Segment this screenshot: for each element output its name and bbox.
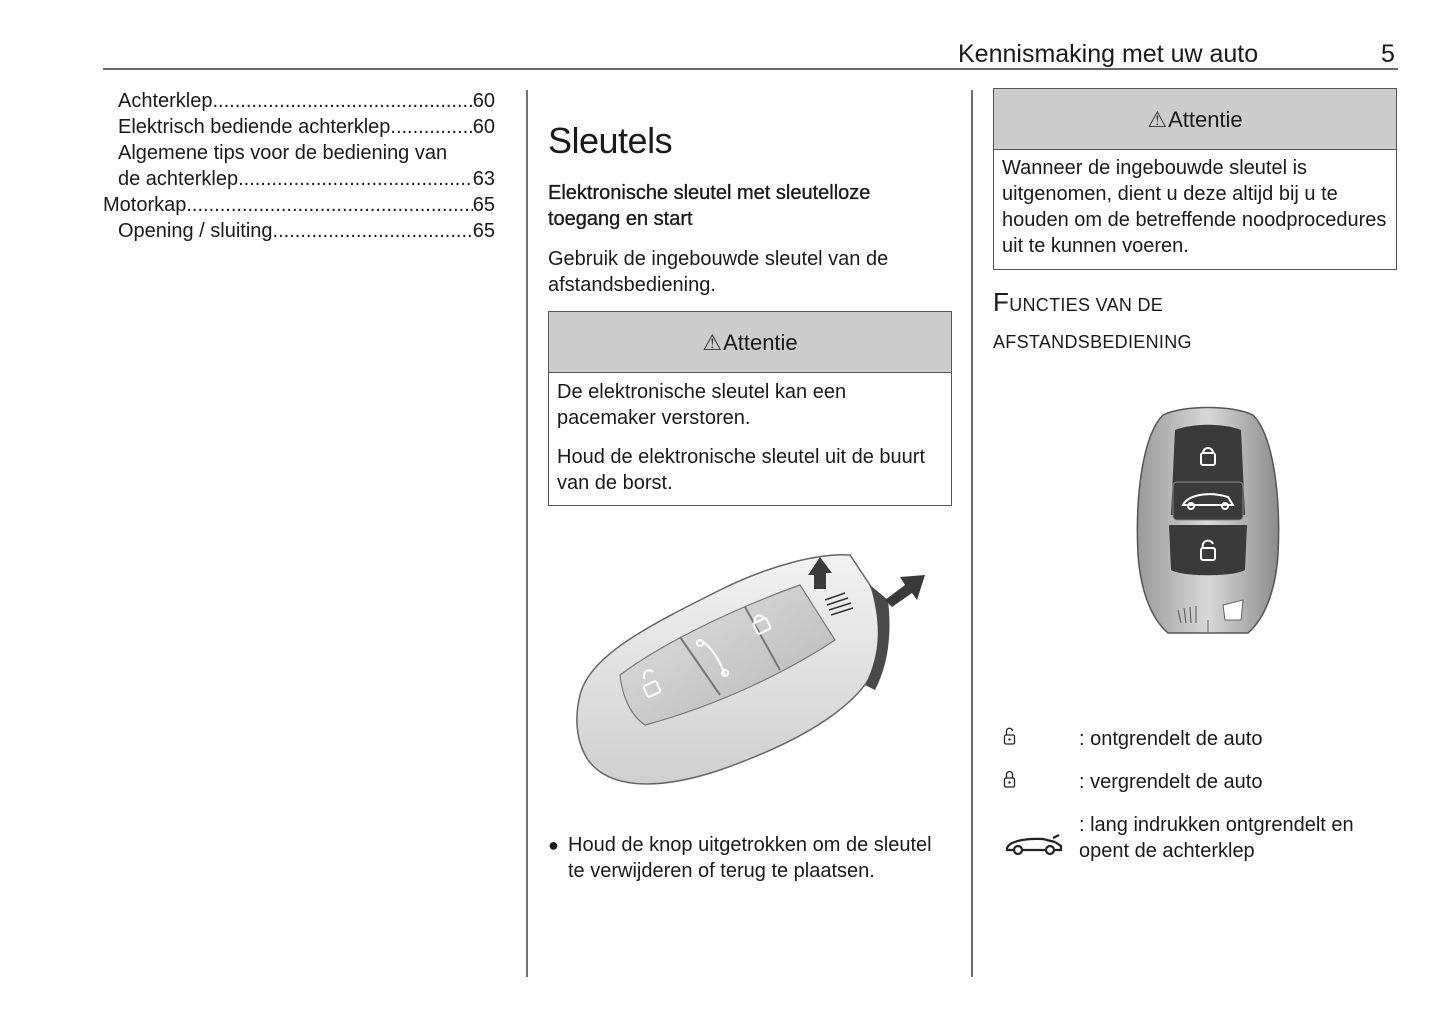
bullet-icon: ● bbox=[548, 835, 559, 855]
table-of-contents bbox=[103, 88, 495, 244]
legend-item-tailgate: : lang indrukken ontgrendelt en opent de achterklep bbox=[1003, 812, 1398, 864]
toc-entry[interactable]: Elektrisch bediende achterklep ..... 60 bbox=[103, 114, 495, 140]
legend-item-unlock: : ontgrendelt de auto bbox=[1003, 726, 1398, 753]
toc-entry[interactable]: Motorkap ..... 65 bbox=[103, 192, 495, 218]
intro-paragraph: Gebruik de ingebouwde sleutel van de afstandsbediening. bbox=[548, 248, 889, 296]
warning-box-pacemaker bbox=[548, 311, 952, 506]
key-fob-illustration-front bbox=[1133, 405, 1283, 640]
key-fob-illustration-side bbox=[570, 545, 930, 795]
warning-box-key-removed bbox=[993, 88, 1397, 270]
warning-body: De elektronische sleutel kan een pacemaker verstoren. Houd de elektronische sleutel uit de buurt van de borst. bbox=[557, 381, 926, 494]
running-header-title: Kennismaking met uw auto bbox=[958, 40, 1259, 68]
column-divider-2 bbox=[971, 90, 973, 977]
toc-page: 60 bbox=[472, 90, 495, 112]
page-number: 5 bbox=[1381, 40, 1395, 68]
toc-page: 65 bbox=[472, 220, 495, 242]
legend-item-lock: : vergrendelt de auto bbox=[1003, 769, 1398, 796]
warning-body: Wanneer de ingebouwde sleutel is uitgenomen, dient u deze altijd bij u te houden om de betreffende noodprocedures uit te kunnen voeren. bbox=[1002, 157, 1387, 257]
toc-page: 60 bbox=[472, 116, 495, 138]
lock-icon bbox=[1003, 769, 1079, 796]
bullet-item: ● Houd de knop uitgetrokken om de sleutel te verwijderen of terug te plaatsen. bbox=[548, 834, 932, 882]
toc-entry[interactable]: Achterklep ..... 60 bbox=[103, 88, 495, 114]
toc-entry[interactable]: Opening / sluiting ..... 65 bbox=[103, 218, 495, 244]
header-rule bbox=[103, 68, 1398, 70]
toc-page: 63 bbox=[472, 168, 495, 190]
warning-header: ⚠Attentie bbox=[994, 89, 1396, 150]
warning-header: ⚠Attentie bbox=[549, 312, 951, 373]
car-tailgate-icon bbox=[1003, 812, 1079, 864]
warning-triangle-icon: ⚠ bbox=[1147, 107, 1168, 132]
section-title: Sleutels bbox=[548, 120, 673, 161]
warning-triangle-icon: ⚠ bbox=[702, 330, 723, 355]
toc-page: 65 bbox=[472, 194, 495, 216]
column-divider-1 bbox=[526, 90, 528, 977]
section-subtitle: Elektronische sleutel met sleutelloze toegang en start bbox=[548, 182, 871, 230]
subsection-heading: FUNCTIES VAN DE AFSTANDSBEDIENING bbox=[993, 287, 1192, 352]
toc-entry-continued[interactable]: de achterklep ..... 63 bbox=[103, 166, 495, 192]
button-legend bbox=[1003, 726, 1398, 864]
toc-entry[interactable]: Algemene tips voor de bediening van bbox=[118, 142, 448, 164]
unlock-icon bbox=[1003, 726, 1079, 753]
